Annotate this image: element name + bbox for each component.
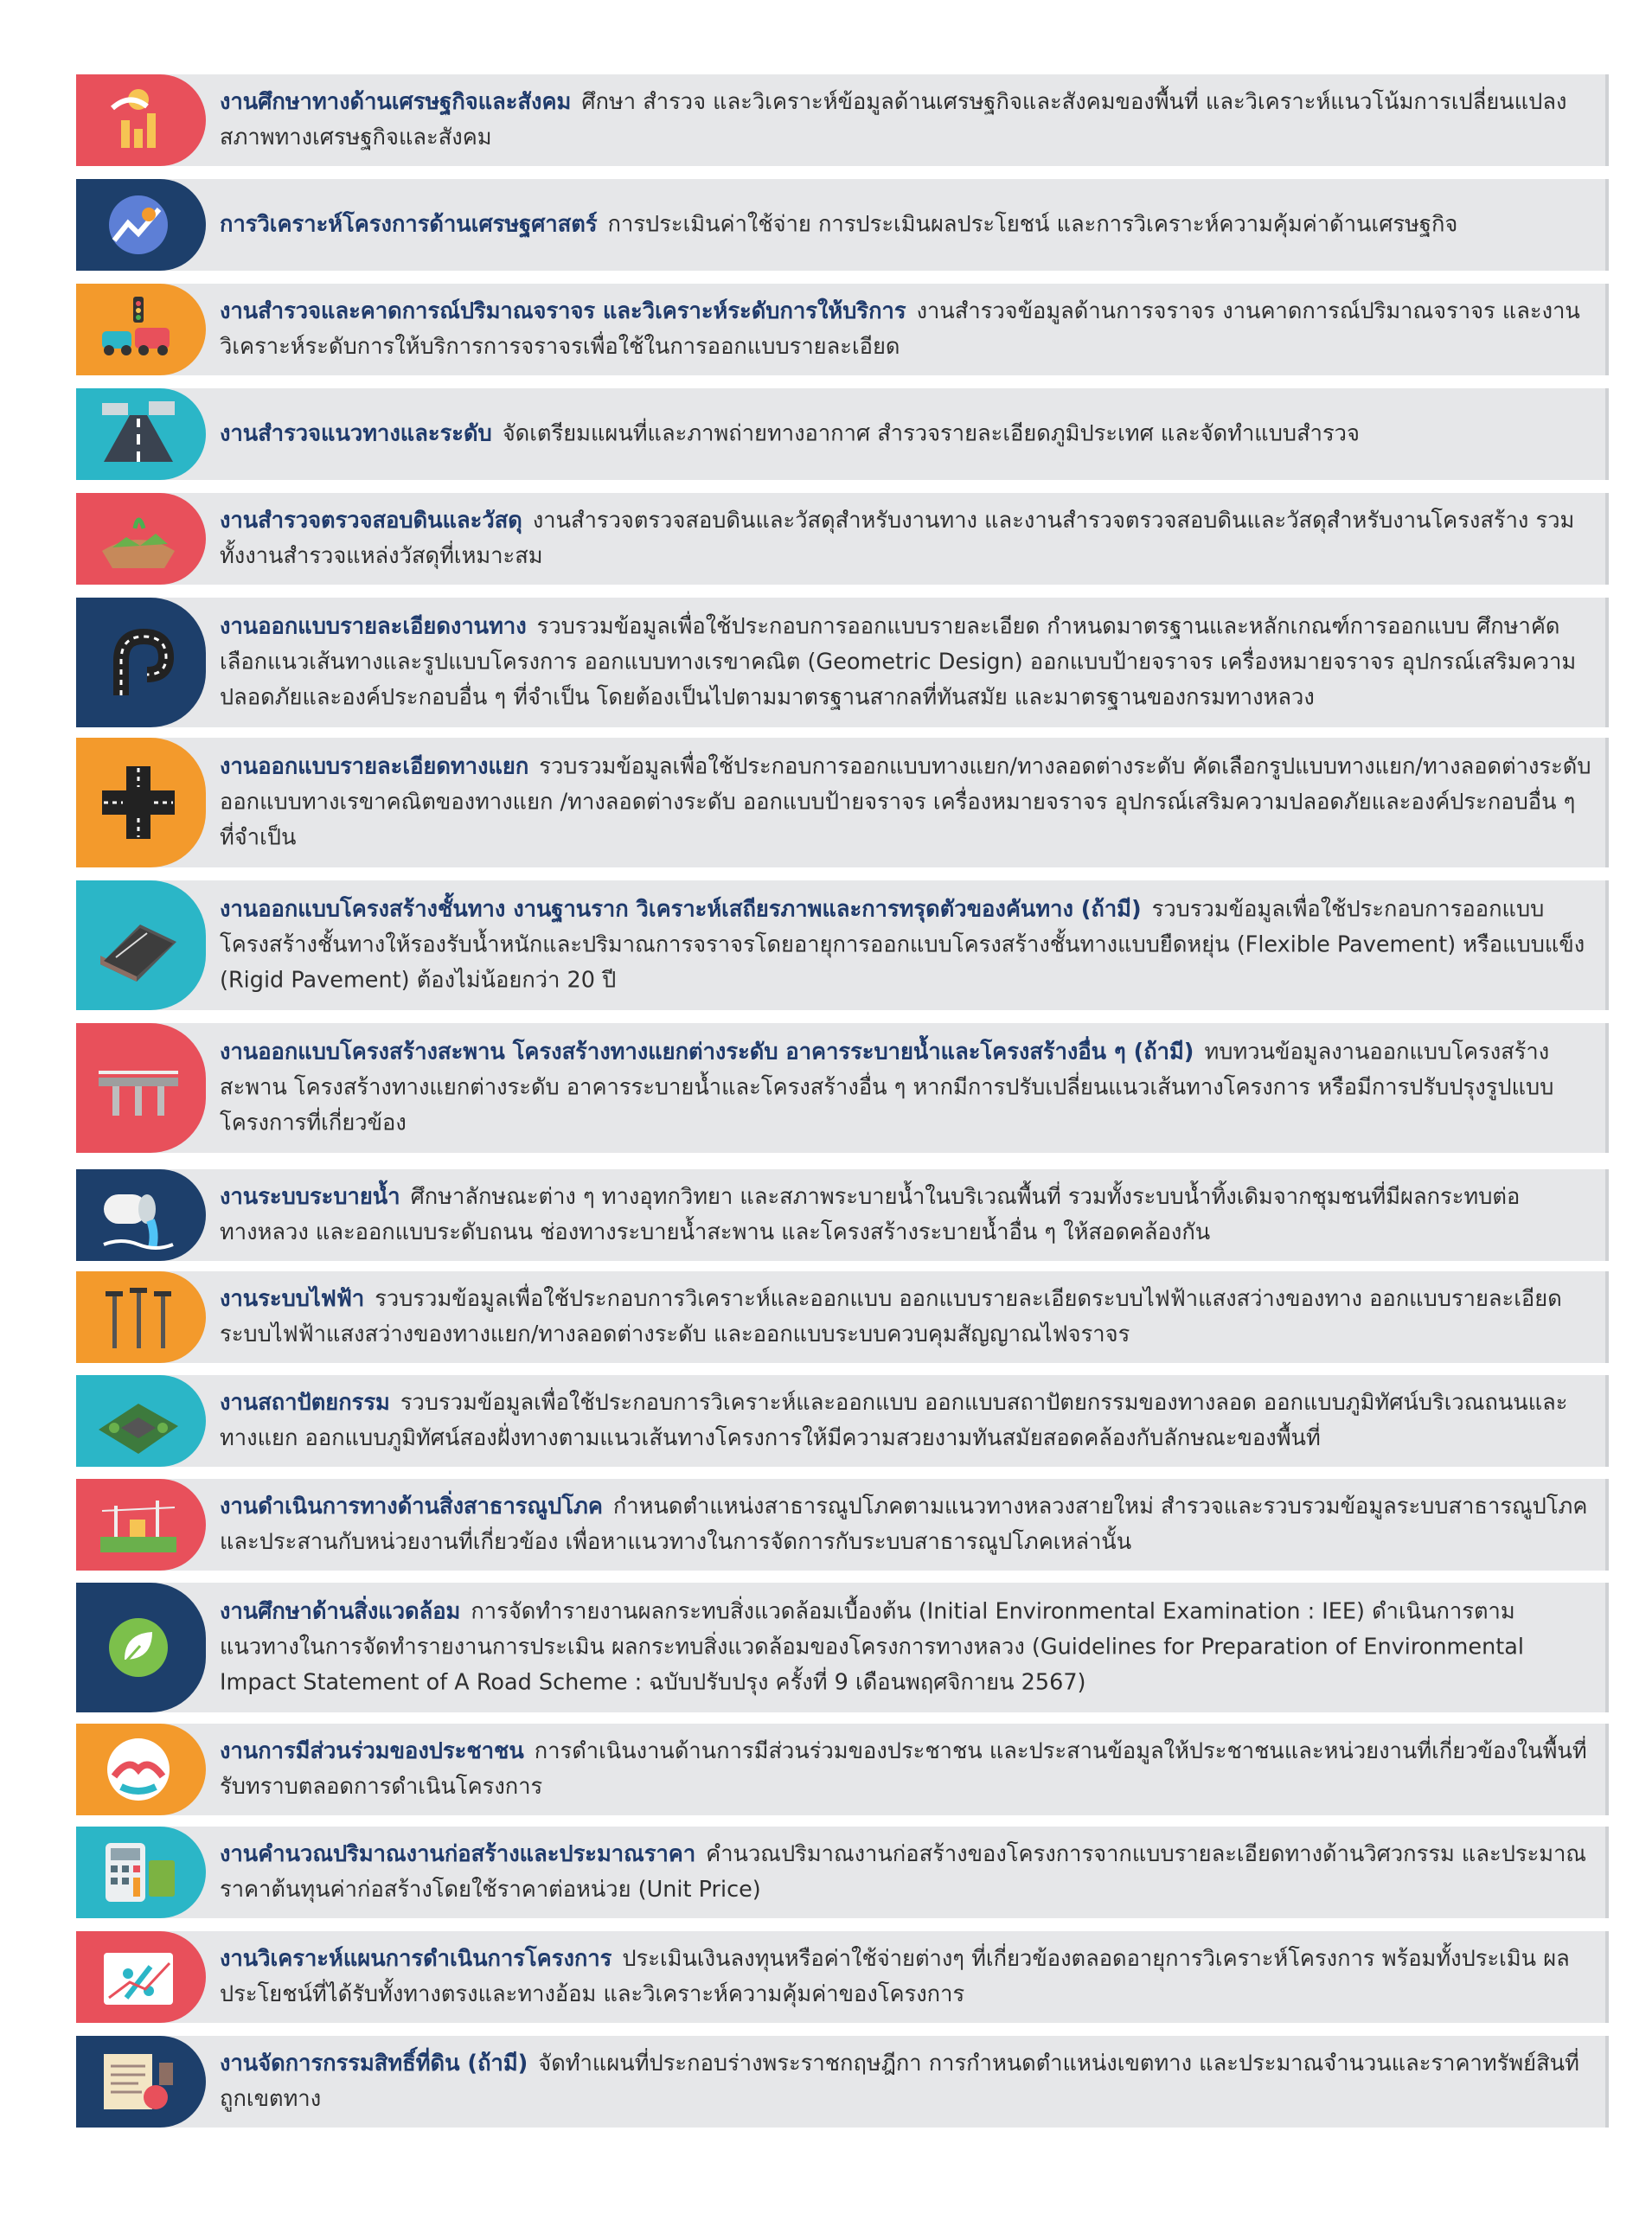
landscape-icon (95, 1385, 182, 1457)
tab-marker (76, 74, 206, 166)
tab-marker (76, 2036, 206, 2128)
percent-chart-icon (95, 1941, 182, 2013)
item-title: งานออกแบบรายละเอียดทางแยก (220, 753, 529, 780)
item-title: งานศึกษาทางด้านเศรษฐกิจและสังคม (220, 89, 572, 115)
tab-marker (76, 493, 206, 585)
list-item (76, 1931, 1609, 2023)
tab-marker (76, 1169, 206, 1261)
item-description: จัดเตรียมแผนที่และภาพถ่ายทางอากาศ สำรวจรายละเอียดภูมิประเทศ และจัดทำแบบสำรวจ (502, 420, 1360, 447)
item-description: ทบทวนข้อมูลงานออกแบบโครงสร้างสะพาน โครงสร้างทางแยกต่างระดับ อาคารระบายน้ำและโครงสร้างอื่น ๆ หากมีการปรับเปลี่ยนแนวเส้นทางโครงการ หรือมีการปรับปรุงรูปแบบโครงการที่เกี่ยวข้อง (220, 1039, 1554, 1136)
item-title: งานคำนวณปริมาณงานก่อสร้างและประมาณราคา (220, 1841, 696, 1867)
item-title: งานดำเนินการทางด้านสิ่งสาธารณูปโภค (220, 1494, 603, 1520)
item-title: งานระบบระบายน้ำ (220, 1184, 400, 1210)
land-deed-icon (95, 2045, 182, 2118)
tab-marker (76, 1583, 206, 1712)
list-item (76, 74, 1609, 166)
tab-marker (76, 1479, 206, 1571)
item-title: งานจัดการกรรมสิทธิ์ที่ดิน (ถ้ามี) (220, 2051, 528, 2076)
list-item (76, 1023, 1609, 1153)
list-item (76, 1271, 1609, 1363)
leaf-icon (95, 1611, 182, 1684)
item-title: งานออกแบบรายละเอียดงานทาง (220, 613, 527, 640)
drain-pipe-icon (95, 1179, 182, 1251)
tab-marker (76, 1023, 206, 1153)
list-item (76, 738, 1609, 867)
tab-marker (76, 1827, 206, 1918)
road-curve-icon (95, 626, 182, 699)
service-list (76, 0, 1609, 2214)
item-description: รวบรวมข้อมูลเพื่อใช้ประกอบการวิเคราะห์และออกแบบ ออกแบบสถาปัตยกรรมของทางลอด ออกแบบภูมิทัศน์บริเวณถนนและทางแยก ออกแบบภูมิทัศน์สองฝั่งทางตามแนวเส้นทางโครงการให้มีความสวยงามทันสมัยสอดคล้องกับลักษณะของพื้นที่ (220, 1390, 1568, 1451)
item-description: รวบรวมข้อมูลเพื่อใช้ประกอบการวิเคราะห์และออกแบบ ออกแบบรายละเอียดระบบไฟฟ้าแสงสว่างของทาง ออกแบบรายละเอียดระบบไฟฟ้าแสงสว่างของทางแยก/ทางลอดต่างระดับ และออกแบบระบบควบคุมสัญญาณไฟจราจร (220, 1286, 1562, 1347)
tab-marker (76, 1724, 206, 1815)
item-description: คำนวณปริมาณงานก่อสร้างของโครงการจากแบบรายละเอียดทางด้านวิศวกรรม และประมาณราคาต้นทุนค่าก่อสร้างโดยใช้ราคาต่อหน่วย (Unit Price) (220, 1841, 1587, 1903)
item-description: รวบรวมข้อมูลเพื่อใช้ประกอบการออกแบบโครงสร้างชั้นทางให้รองรับน้ำหนักและปริมาณการจราจรโดยอายุการออกแบบโครงสร้างชั้นทางแบบยืดหยุ่น (Flexible Pavement) หรือแบบแข็ง (Rigid Pavement) ต้องไม่น้อยกว่า 20 ปี (220, 896, 1585, 994)
tab-marker (76, 388, 206, 480)
item-title: งานสำรวจและคาดการณ์ปริมาณจราจร และวิเคราะห์ระดับการให้บริการ (220, 298, 906, 324)
list-item (76, 1724, 1609, 1815)
item-description: การจัดทำรายงานผลกระทบสิ่งแวดล้อมเบื้องต้น (Initial Environmental Examination : IEE) ดำเนินการตามแนวทางในการจัดทำรายงานการประเมิน ผลกระทบสิ่งแวดล้อมของโครงการทางหลวง (Guidelines for Preparation of Environmental Impact Statement of A Road Scheme : ฉบับปรับปรุง ครั้งที่ 9 เดือนพฤศจิกายน 2567) (220, 1598, 1524, 1696)
calculator-icon (95, 1836, 182, 1909)
item-title: การวิเคราะห์โครงการด้านเศรษฐศาสตร์ (220, 211, 598, 238)
bridge-icon (95, 1052, 182, 1124)
tab-marker (76, 880, 206, 1010)
list-item (76, 1583, 1609, 1712)
item-title: งานสำรวจตรวจสอบดินและวัสดุ (220, 508, 522, 534)
item-description: ประเมินเงินลงทุนหรือค่าใช้จ่ายต่างๆ ที่เกี่ยวข้องตลอดอายุการวิเคราะห์โครงการ พร้อมทั้งประเมิน ผลประโยชน์ที่ได้รับทั้งทางตรงและทางอ้อม และวิเคราะห์ความคุ้มค่าของโครงการ (220, 1946, 1570, 2007)
item-description: การดำเนินงานด้านการมีส่วนร่วมของประชาชน และประสานข้อมูลให้ประชาชนและหน่วยงานที่เกี่ยวข้องในพื้นที่รับทราบตลอดการดำเนินโครงการ (220, 1738, 1587, 1800)
tab-marker (76, 738, 206, 867)
list-item (76, 1827, 1609, 1918)
tab-marker (76, 598, 206, 727)
item-description: งานสำรวจตรวจสอบดินและวัสดุสำหรับงานทาง และงานสำรวจตรวจสอบดินและวัสดุสำหรับงานโครงสร้าง รวมทั้งงานสำรวจแหล่งวัสดุที่เหมาะสม (220, 508, 1575, 569)
list-item (76, 179, 1609, 271)
road-survey-icon (95, 398, 182, 470)
list-item (76, 1479, 1609, 1571)
tab-marker (76, 179, 206, 271)
list-item (76, 1169, 1609, 1261)
item-description: รวบรวมข้อมูลเพื่อใช้ประกอบการออกแบบรายละเอียด กำหนดมาตรฐานและหลักเกณฑ์การออกแบบ ศึกษาคัดเลือกแนวเส้นทางและรูปแบบโครงการ ออกแบบทางเรขาคณิต (Geometric Design) ออกแบบป้ายจราจร เครื่องหมายจราจร อุปกรณ์เสริมความปลอดภัยและองค์ประกอบอื่น ๆ ที่จำเป็น โดยต้องเป็นไปตามมาตรฐานสากลที่ทันสมัย และมาตรฐานของกรมทางหลวง (220, 613, 1577, 711)
item-title: งานออกแบบโครงสร้างชั้นทาง งานฐานราก วิเคราะห์เสถียรภาพและการทรุดตัวของคันทาง (ถ้ามี) (220, 896, 1142, 923)
soil-hand-icon (95, 502, 182, 575)
item-description: รวบรวมข้อมูลเพื่อใช้ประกอบการออกแบบทางแยก/ทางลอดต่างระดับ คัดเลือกรูปแบบทางแยก/ทางลอดต่างระดับ ออกแบบทางเรขาคณิตของทางแยก /ทางลอดต่างระดับ ออกแบบป้ายจราจร เครื่องหมายจราจร อุปกรณ์เสริมความปลอดภัยและองค์ประกอบอื่น ๆ ที่จำเป็น (220, 753, 1591, 851)
street-light-icon (95, 1281, 182, 1353)
coin-hand-icon (95, 84, 182, 157)
item-description: งานสำรวจข้อมูลด้านการจราจร งานคาดการณ์ปริมาณจราจร และงานวิเคราะห์ระดับการให้บริการการจราจรเพื่อใช้ในการออกแบบรายละเอียด (220, 298, 1580, 360)
item-title: งานสำรวจแนวทางและระดับ (220, 420, 492, 447)
item-description: กำหนดตำแหน่งสาธารณูปโภคตามแนวทางหลวงสายใหม่ สำรวจและรวบรวมข้อมูลระบบสาธารณูปโภคและประสานกับหน่วยงานที่เกี่ยวข้อง เพื่อหาแนวทางในการจัดการกับระบบสาธารณูปโภคเหล่านั้น (220, 1494, 1588, 1555)
item-title: งานศึกษาด้านสิ่งแวดล้อม (220, 1598, 461, 1625)
utilities-icon (95, 1488, 182, 1561)
tab-marker (76, 1271, 206, 1363)
item-description: จัดทำแผนที่ประกอบร่างพระราชกฤษฎีกา การกำหนดตำแหน่งเขตทาง และประมาณจำนวนและราคาทรัพย์สินที่ถูกเขตทาง (220, 2051, 1579, 2112)
item-title: งานออกแบบโครงสร้างสะพาน โครงสร้างทางแยกต่างระดับ อาคารระบายน้ำและโครงสร้างอื่น ๆ (ถ้ามี) (220, 1039, 1194, 1065)
list-item (76, 880, 1609, 1010)
list-item (76, 493, 1609, 585)
list-item (76, 284, 1609, 375)
tab-marker (76, 284, 206, 375)
item-description: การประเมินค่าใช้จ่าย การประเมินผลประโยชน์ และการวิเคราะห์ความคุ้มค่าด้านเศรษฐกิจ (607, 211, 1458, 238)
item-title: งานวิเคราะห์แผนการดำเนินการโครงการ (220, 1946, 612, 1972)
item-title: งานสถาปัตยกรรม (220, 1390, 390, 1416)
item-description: ศึกษา สำรวจ และวิเคราะห์ข้อมูลด้านเศรษฐกิจและสังคมของพื้นที่ และวิเคราะห์แนวโน้มการเปลี่ยนแปลงสภาพทางเศรษฐกิจและสังคม (220, 89, 1567, 150)
list-item (76, 388, 1609, 480)
intersection-icon (95, 766, 182, 839)
pavement-layer-icon (95, 909, 182, 982)
list-item (76, 2036, 1609, 2128)
item-title: งานระบบไฟฟ้า (220, 1286, 365, 1312)
economic-analysis-icon (95, 189, 182, 261)
item-title: งานการมีส่วนร่วมของประชาชน (220, 1738, 524, 1764)
list-item (76, 598, 1609, 727)
list-item (76, 1375, 1609, 1467)
item-description: ศึกษาลักษณะต่าง ๆ ทางอุทกวิทยา และสภาพระบายน้ำในบริเวณพื้นที่ รวมทั้งระบบน้ำทิ้งเดิมจากชุมชนที่มีผลกระทบต่อทางหลวง และออกแบบระดับถนน ช่องทางระบายน้ำสะพาน และโครงสร้างระบายน้ำอื่น ๆ ให้สอดคล้องกัน (220, 1184, 1521, 1245)
tab-marker (76, 1375, 206, 1467)
participation-hands-icon (95, 1733, 182, 1806)
traffic-icon (95, 293, 182, 366)
tab-marker (76, 1931, 206, 2023)
